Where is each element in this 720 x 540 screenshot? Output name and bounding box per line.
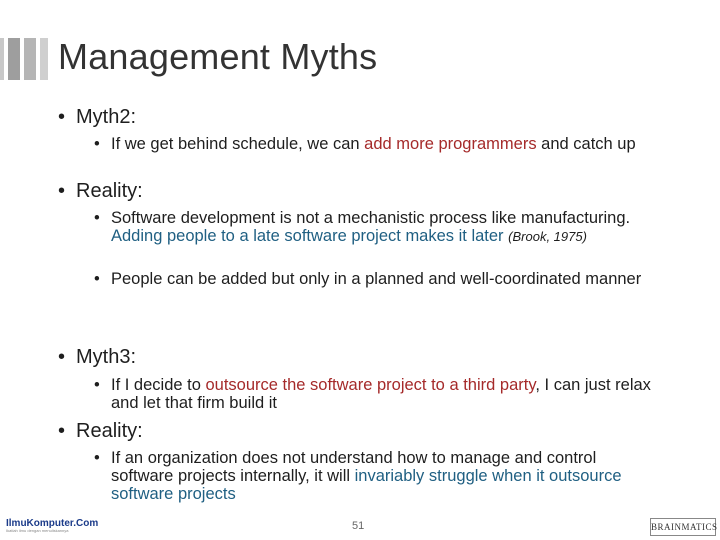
text-run: and catch up <box>536 135 636 153</box>
bullet-icon: • <box>94 449 100 467</box>
section-heading <box>58 106 136 129</box>
ilmukomputer-logo <box>6 518 98 533</box>
accent-bar <box>40 38 48 80</box>
text-run: People can be added but only in a planned and well-coordinated manner <box>111 270 642 288</box>
sub-bullet <box>94 209 654 246</box>
sub-bullet-text <box>94 449 654 503</box>
section-heading <box>58 420 143 443</box>
bullet-icon: • <box>94 376 100 394</box>
text-run: If we get behind schedule, we can <box>111 135 365 153</box>
sub-bullet <box>94 376 654 412</box>
sub-bullet-text <box>94 376 654 412</box>
bullet-icon: • <box>58 420 66 442</box>
sub-bullet-text <box>94 270 654 288</box>
sub-bullet <box>94 135 654 153</box>
highlight-text: add more programmers <box>364 135 537 153</box>
sub-bullet-text <box>94 135 654 153</box>
section-heading-text: Myth2: <box>76 106 137 128</box>
bullet-icon: • <box>58 180 66 202</box>
sub-bullet-text <box>94 209 654 246</box>
bullet-icon: • <box>58 106 66 128</box>
citation: (Brook, 1975) <box>508 229 587 244</box>
sub-bullet <box>94 449 654 503</box>
text-run: , I can just relax and let that firm build it <box>111 376 651 412</box>
logo-tagline: Ikatlah ilmu dengan menuliskannya <box>6 528 69 533</box>
bullet-icon: • <box>94 135 100 153</box>
text-run: If I decide to <box>111 376 206 394</box>
bullet-icon: • <box>58 346 66 368</box>
sub-bullet <box>94 270 654 288</box>
bullet-icon: • <box>94 270 100 288</box>
logo-text: IlmuKomputer.Com <box>6 518 99 529</box>
bullet-icon: • <box>94 209 100 227</box>
section-heading-text: Reality: <box>76 180 143 202</box>
highlight-text: Adding people to a late software project makes it later <box>111 227 504 245</box>
section-heading-text: Myth3: <box>76 346 137 368</box>
page-number: 51 <box>352 520 365 532</box>
section-heading <box>58 346 136 369</box>
accent-bar <box>0 38 4 80</box>
text-run: If an organization does not understand how to manage and control software projects internally, it will <box>111 449 597 485</box>
accent-bar <box>24 38 36 80</box>
highlight-text: invariably struggle when it outsource software projects <box>111 467 622 503</box>
highlight-text: outsource the software project to a third party <box>205 376 536 394</box>
brainmatics-logo: BRAINMATICS <box>650 518 716 536</box>
text-run: Software development is not a mechanistic process like manufacturing. <box>111 209 631 227</box>
accent-bar <box>8 38 20 80</box>
section-heading-text: Reality: <box>76 420 143 442</box>
section-heading <box>58 180 143 203</box>
slide-title: Management Myths <box>58 36 378 77</box>
